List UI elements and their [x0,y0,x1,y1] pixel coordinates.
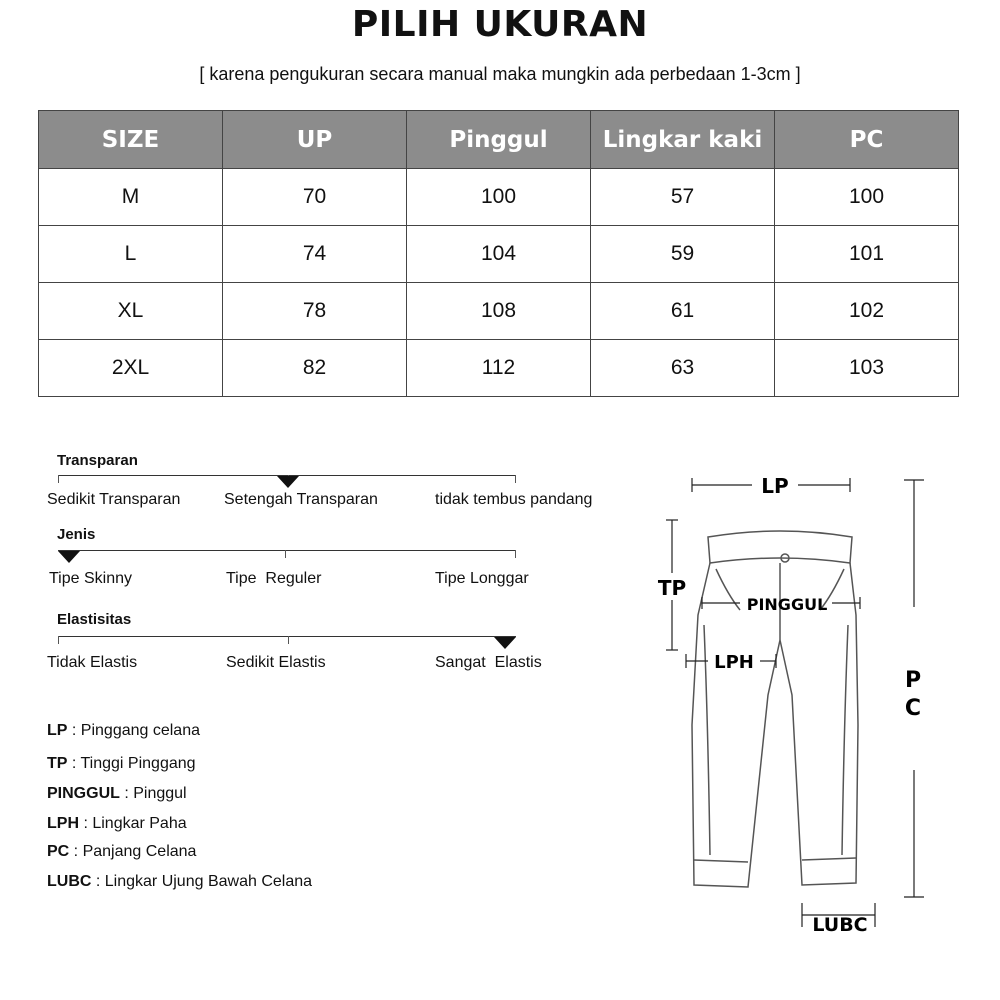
scale-line [58,636,516,637]
table-cell: 101 [775,226,959,283]
scale-option: Tipe Longgar [435,570,529,587]
scale-option: Tipe Reguler [226,570,322,587]
table-cell: 108 [407,283,591,340]
scale-line [58,550,516,551]
size-table [38,110,959,397]
legend-desc: : Panjang Celana [69,843,197,860]
label-lph: LPH [714,652,754,673]
legend-abbr: LUBC [47,873,92,890]
legend-desc: : Pinggul [119,785,187,802]
scale-tick [515,475,516,483]
legend-desc: : Lingkar Ujung Bawah Celana [91,873,313,890]
table-cell: 100 [407,169,591,226]
table-cell: 63 [591,340,775,397]
scale-tick [285,550,286,558]
page-subtitle: [ karena pengukuran secara manual maka mungkin ada perbedaan 1-3cm ] [199,64,801,84]
scale-option: Tidak Elastis [47,654,138,671]
table-cell: 103 [775,340,959,397]
pants-diagram [620,465,950,945]
table-row [39,283,959,340]
header-pinggul: Pinggul [407,111,591,169]
selected-marker-icon [58,551,80,563]
legend-abbr: PC [47,843,70,860]
scale-option: tidak tembus pandang [435,491,593,508]
scale-title-jenis: Jenis [57,526,96,543]
selected-marker-icon [277,476,299,488]
table-cell: 61 [591,283,775,340]
scale-tick [288,636,289,644]
legend-item [47,722,200,740]
legend-abbr: PINGGUL [47,785,120,802]
page-title: PILIH UKURAN [351,4,649,45]
label-tp: TP [657,576,687,600]
legend-abbr: LPH [47,815,79,832]
table-cell: 57 [591,169,775,226]
legend-abbr: LP [47,722,68,739]
selected-marker-icon [494,637,516,649]
scale-title-elastisitas: Elastisitas [57,611,132,628]
scale-option: Tipe Skinny [49,570,132,587]
scale-option: Setengah Transparan [224,491,378,508]
scale-option: Sedikit Transparan [47,491,181,508]
scale-tick [515,550,516,558]
table-cell: 104 [407,226,591,283]
header-size: SIZE [39,111,223,169]
table-row [39,340,959,397]
table-cell: 100 [775,169,959,226]
header-pc: PC [775,111,959,169]
legend-desc: : Lingkar Paha [79,815,187,832]
legend-item [47,873,312,891]
table-cell: 82 [223,340,407,397]
scale-option: Sangat Elastis [435,654,542,671]
legend-desc: : Pinggang celana [67,722,200,739]
header-lingkar-kaki: Lingkar kaki [591,111,775,169]
table-cell: 102 [775,283,959,340]
table-cell: 70 [223,169,407,226]
label-pinggul: PINGGUL [746,595,828,614]
scale-tick [58,636,59,644]
table-cell: 112 [407,340,591,397]
legend-item [47,815,187,833]
scale-tick [58,475,59,483]
scale-title-transparan: Transparan [57,452,138,469]
table-cell: XL [39,283,223,340]
table-row [39,226,959,283]
table-cell: 59 [591,226,775,283]
table-row [39,169,959,226]
table-cell: 2XL [39,340,223,397]
table-header-row [39,111,959,169]
legend-item [47,785,187,803]
label-pc-c: C [904,696,922,721]
label-pc-p: P [904,668,922,693]
legend-item [47,755,196,773]
header-up: UP [223,111,407,169]
table-cell: 78 [223,283,407,340]
scale-option: Sedikit Elastis [226,654,326,671]
table-cell: 74 [223,226,407,283]
legend-abbr: TP [47,755,68,772]
table-cell: M [39,169,223,226]
label-lubc: LUBC [812,914,868,936]
legend-item [47,843,196,861]
label-lp: LP [761,474,789,498]
pants-outline-icon [692,531,858,887]
table-cell: L [39,226,223,283]
legend-desc: : Tinggi Pinggang [67,755,196,772]
